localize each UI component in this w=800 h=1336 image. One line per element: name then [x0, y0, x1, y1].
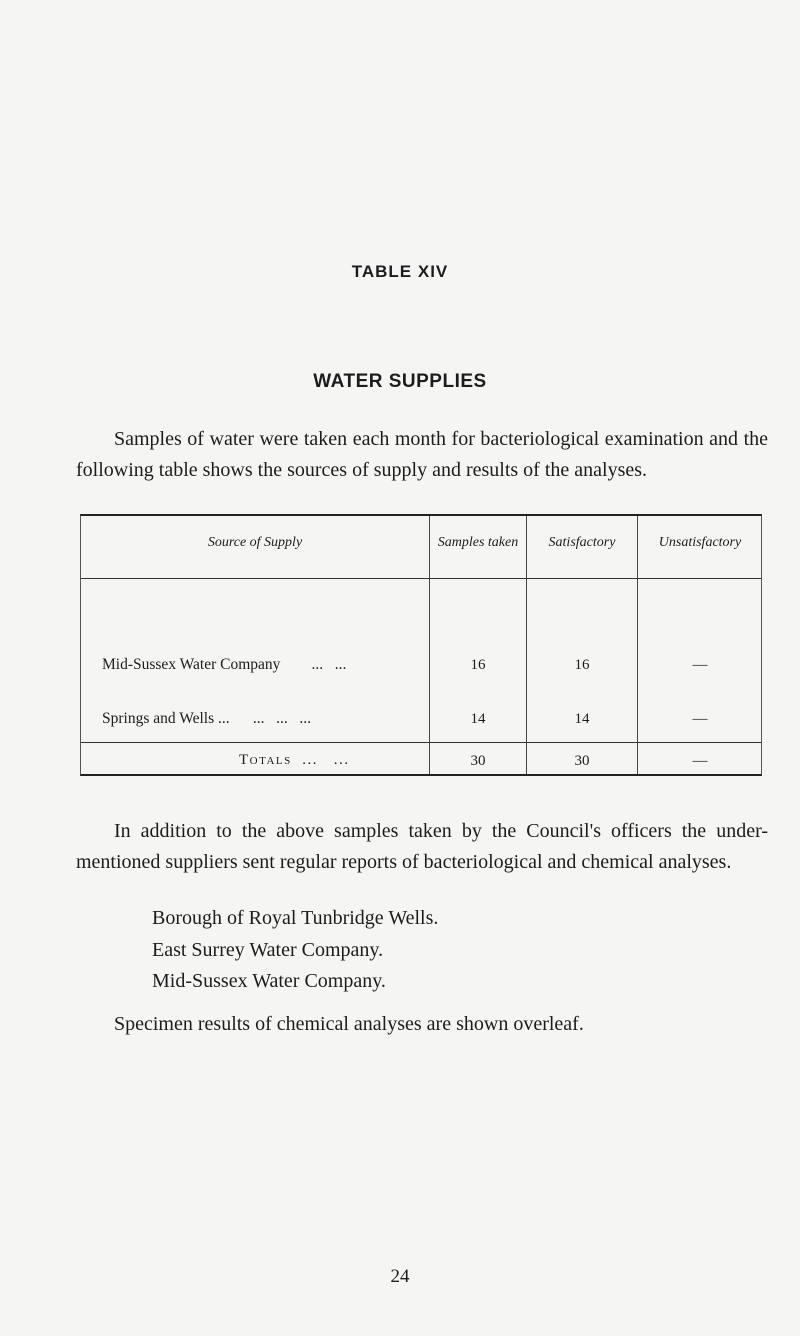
- header-satisfactory: Satisfactory: [548, 535, 616, 550]
- supplier-item: Mid-Sussex Water Company.: [152, 970, 386, 992]
- dot-leader: ... ...: [302, 752, 350, 768]
- header-rule: [81, 578, 761, 579]
- cell-unsatisfactory: —: [692, 711, 708, 727]
- header-samples: Samples taken: [437, 535, 519, 550]
- supplier-item: Borough of Royal Tunbridge Wells.: [152, 907, 439, 929]
- supplier-item: East Surrey Water Company.: [152, 939, 384, 961]
- cell-samples: 14: [470, 711, 486, 727]
- table-row-source: [102, 656, 346, 674]
- water-supplies-table: [80, 514, 762, 776]
- column-divider: [526, 516, 527, 774]
- page-number: 24: [390, 1266, 410, 1287]
- section-title: WATER SUPPLIES: [313, 371, 487, 392]
- addition-text: In addition to the above samples taken by the Council's officers the under-mentioned suppliers sent regular reports of bacteriological and chemical analyses.: [76, 820, 768, 873]
- cell-unsatisfactory: —: [692, 657, 708, 673]
- intro-paragraph: [76, 424, 768, 486]
- source-name: Mid-Sussex Water Company: [102, 656, 281, 673]
- totals-rule: [81, 742, 761, 743]
- table-number: TABLE XIV: [351, 262, 449, 281]
- totals-text: Totals: [239, 752, 292, 768]
- dot-leader: ... ... ...: [252, 710, 312, 727]
- cell-satisfactory: 16: [574, 657, 590, 673]
- source-name: Springs and Wells ...: [102, 710, 230, 727]
- cell-samples: 16: [470, 657, 486, 673]
- cell-total-unsatisfactory: —: [692, 753, 708, 769]
- dot-leader: ... ...: [311, 656, 347, 673]
- header-source: Source of Supply: [207, 535, 303, 550]
- cell-total-satisfactory: 30: [574, 753, 590, 769]
- cell-total-samples: 30: [470, 753, 486, 769]
- addition-paragraph: [76, 816, 768, 878]
- column-divider: [429, 516, 430, 774]
- column-divider: [637, 516, 638, 774]
- specimen-note: Specimen results of chemical analyses are shown overleaf.: [114, 1013, 584, 1035]
- totals-label: [239, 752, 349, 769]
- cell-satisfactory: 14: [574, 711, 590, 727]
- intro-text: Samples of water were taken each month for bacteriological examination and the following table shows the sources of supply and results of the analyses.: [76, 428, 768, 481]
- header-unsatisfactory: Unsatisfactory: [658, 535, 742, 550]
- table-row-source: [102, 710, 311, 728]
